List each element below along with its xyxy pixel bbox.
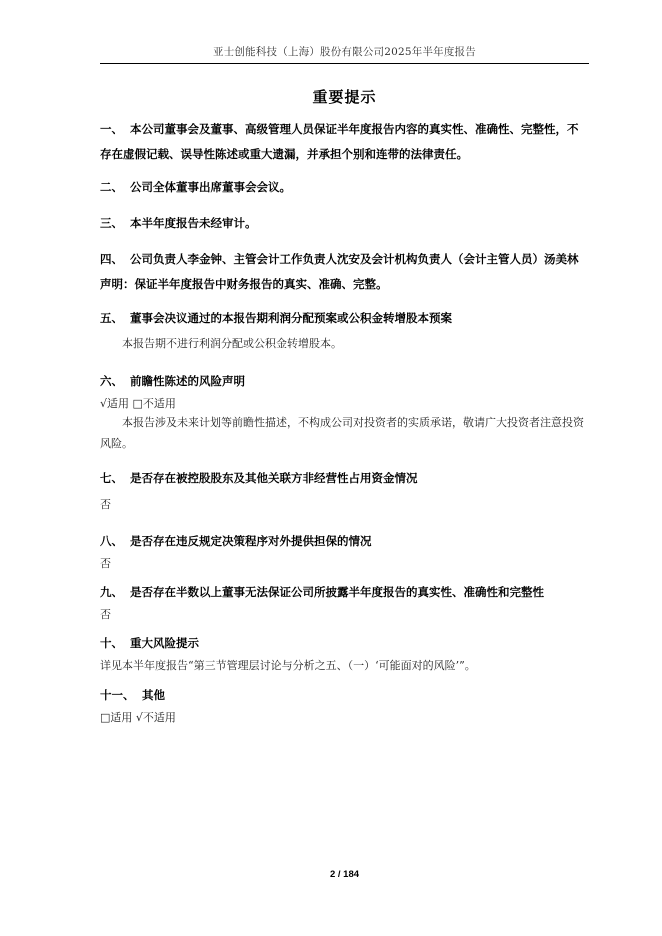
section-number: 六、 (100, 374, 123, 388)
section-text: 本公司董事会及董事、高级管理人员保证半年度报告内容的真实性、准确性、完整性，不存在虚假记载、误导性陈述或重大遗漏，并承担个别和连带的法律责任。 (100, 122, 579, 161)
section-6 (100, 369, 589, 394)
section-text: 是否存在被控股股东及其他关联方非经营性占用资金情况 (130, 471, 418, 485)
applicability-checkbox: □适用 √不适用 (100, 711, 176, 724)
section-text: 其他 (142, 688, 165, 702)
section-number: 十、 (100, 636, 123, 650)
section-number: 五、 (100, 311, 123, 325)
section-6-body: 本报告涉及未来计划等前瞻性描述，不构成公司对投资者的实质承诺，敬请广大投资者注意投资风险。 (100, 416, 584, 450)
section-5 (100, 306, 589, 331)
section-text: 是否存在半数以上董事无法保证公司所披露半年度报告的真实性、准确性和完整性 (130, 585, 544, 599)
section-text: 重大风险提示 (130, 636, 199, 650)
section-number: 十一、 (100, 688, 135, 702)
section-text: 董事会决议通过的本报告期利润分配预案或公积金转增股本预案 (130, 311, 452, 325)
section-7-body: 否 (100, 498, 111, 511)
section-4 (100, 247, 589, 297)
section-11 (100, 683, 589, 708)
section-number: 七、 (100, 471, 123, 485)
section-number: 一、 (100, 122, 123, 136)
header-divider (100, 63, 589, 64)
section-number: 九、 (100, 585, 123, 599)
page-header: 亚士创能科技（上海）股份有限公司2025年半年度报告 (213, 46, 476, 58)
section-1 (100, 117, 589, 167)
section-text: 本半年度报告未经审计。 (130, 216, 257, 230)
section-text: 前瞻性陈述的风险声明 (130, 374, 245, 388)
section-10 (100, 631, 589, 656)
page-number: 2 / 184 (329, 869, 360, 880)
section-8 (100, 529, 589, 554)
page-title: 重要提示 (312, 88, 377, 106)
applicability-checkbox: √适用 □不适用 (100, 397, 176, 410)
section-9-body: 否 (100, 608, 111, 621)
section-number: 四、 (100, 252, 123, 266)
section-3 (100, 211, 589, 236)
section-5-body: 本报告期不进行利润分配或公积金转增股本。 (122, 337, 342, 350)
section-9 (100, 580, 589, 605)
section-number: 八、 (100, 534, 123, 548)
section-10-body: 详见本半年度报告“第三节管理层讨论与分析之五、（一）‘可能面对的风险’”。 (100, 659, 476, 672)
section-text: 公司全体董事出席董事会会议。 (130, 180, 291, 194)
section-text: 公司负责人李金钟、主管会计工作负责人沈安及会计机构负责人（会计主管人员）汤美林声明：保证半年度报告中财务报告的真实、准确、完整。 (100, 252, 579, 291)
section-number: 二、 (100, 180, 123, 194)
section-2 (100, 175, 589, 200)
section-text: 是否存在违反规定决策程序对外提供担保的情况 (130, 534, 372, 548)
section-number: 三、 (100, 216, 123, 230)
section-8-body: 否 (100, 557, 111, 570)
section-7 (100, 466, 589, 491)
